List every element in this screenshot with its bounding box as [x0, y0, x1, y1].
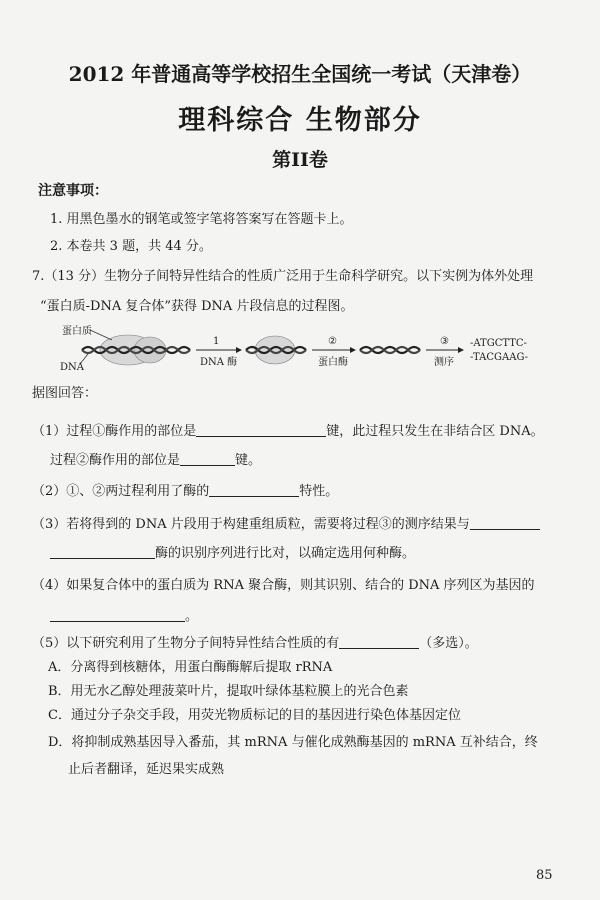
- exam-title: 2012 年普通高等学校招生全国统一考试（天津卷）: [68, 62, 532, 86]
- protein-pointer: [90, 330, 112, 340]
- dna-label: DNA: [60, 362, 84, 373]
- notice-item-2: 2. 本卷共 3 题，共 44 分。: [50, 239, 212, 254]
- answer-blank-6: [50, 609, 185, 622]
- section-title: 第II卷: [272, 149, 328, 171]
- part3-text-a: （3）若将得到的 DNA 片段用于构建重组质粒，需要将过程③的测序结果与: [32, 517, 470, 532]
- answer-blank-7: [339, 636, 419, 649]
- part1-line2: [50, 449, 261, 468]
- process-diagram: [60, 320, 560, 380]
- part4-line1: （4）如果复合体中的蛋白质为 RNA 聚合酶，则其识别、结合的 DNA 序列区为基因的: [32, 578, 535, 593]
- answer-blank-3: [209, 484, 299, 497]
- protein-blob-3: [255, 336, 295, 364]
- option-b: B．用无水乙醇处理菠菜叶片，提取叶绿体基粒膜上的光合色素: [48, 684, 409, 699]
- part3-text-b: 酶的识别序列进行比对，以确定选用何种酶。: [155, 546, 416, 561]
- step3-number: ③: [440, 336, 449, 347]
- option-a: A．分离得到核糖体，用蛋白酶酶解后提取 rRNA: [48, 660, 333, 675]
- part4-text-b: 。: [185, 609, 199, 624]
- notice-heading: 注意事项：: [38, 183, 108, 199]
- question7-line1: 7.（13 分）生物分子间特异性结合的性质广泛用于生命科学研究。以下实例为体外处理: [32, 269, 534, 284]
- answer-blank-5: [50, 546, 155, 559]
- part2-text-a: （2）①、②两过程利用了酶的: [32, 484, 210, 499]
- notice-item-1: 1. 用黑色墨水的钢笔或签字笔将答案写在答题卡上。: [50, 212, 353, 227]
- step2-label: 蛋白酶: [318, 357, 348, 368]
- part5-text-b: （多选）。: [419, 636, 478, 651]
- answer-blank-1: [196, 424, 326, 437]
- part5-text-a: （5）以下研究利用了生物分子间特异性结合性质的有: [32, 636, 340, 651]
- part2-text-b: 特性。: [299, 484, 339, 499]
- part1-line1: [32, 420, 544, 439]
- part1-text-d: 键。: [235, 453, 262, 468]
- process-diagram-graphic: [60, 320, 560, 380]
- answer-blank-4: [470, 517, 540, 530]
- part5-line: [32, 632, 478, 651]
- step3-label: 测序: [434, 357, 454, 368]
- part2-line: [32, 480, 338, 499]
- option-c: C．通过分子杂交手段，用荧光物质标记的目的基因进行染色体基因定位: [48, 708, 461, 723]
- part1-text-c: 过程②酶作用的部位是: [50, 453, 181, 468]
- page-number: 85: [536, 868, 553, 883]
- answer-intro: 据图回答：: [32, 386, 98, 401]
- part1-text-a: （1）过程①酶作用的部位是: [32, 424, 197, 439]
- protein-label: 蛋白质: [62, 326, 92, 337]
- arrow-2-head: [350, 347, 356, 353]
- answer-blank-2: [180, 453, 235, 466]
- arrow-3-head: [458, 347, 464, 353]
- step1-number: 1: [213, 336, 220, 347]
- part3-line2: [50, 542, 415, 561]
- sequence-top: -ATGCTTC-: [470, 338, 527, 349]
- step2-number: ②: [328, 336, 337, 347]
- protein-blob-2: [134, 337, 166, 363]
- part3-line1: [32, 513, 540, 532]
- option-d-line1: D．将抑制成熟基因导入番茄，其 mRNA 与催化成熟酶基因的 mRNA 互补结合，终: [48, 735, 538, 750]
- step1-label: DNA 酶: [200, 357, 238, 368]
- question7-line2: “蛋白质-DNA 复合体”获得 DNA 片段信息的过程图。: [40, 299, 354, 314]
- sequence-bottom: -TACGAAG-: [470, 352, 529, 363]
- part1-text-b: 键，此过程只发生在非结合区 DNA。: [326, 424, 544, 439]
- part4-line2: [50, 605, 198, 624]
- option-d-line2: 止后者翻译，延迟果实成熟: [68, 762, 225, 777]
- exam-subtitle: 理科综合 生物部分: [178, 105, 422, 136]
